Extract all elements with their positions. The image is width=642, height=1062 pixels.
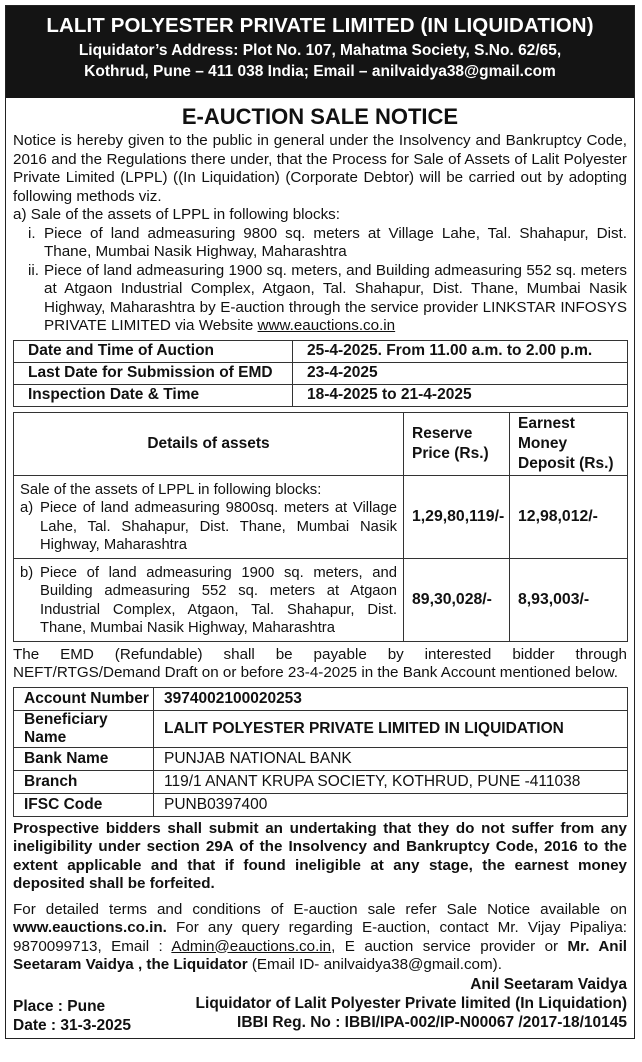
block-marker: ii. [28,261,39,279]
notice-title: E-AUCTION SALE NOTICE [181,104,459,129]
bank-value: 119/1 ANANT KRUPA SOCIETY, KOTHRUD, PUNE -411038 [154,770,628,793]
asset-text: Piece of land admeasuring 9800sq. meters at Village Lahe, Tal. Shahapur, Dist. Thane, Mumbai Nasik Highway, Maharashtra [40,500,397,553]
signatory-name: Anil Seetaram Vaidya [470,975,627,993]
reserve-price: 1,29,80,119/- [404,475,510,558]
emd-header: Earnest Money Deposit (Rs.) [510,412,628,475]
asset-marker: a) [20,500,34,516]
asset-text: Piece of land admeasuring 1900 sq. meters, and Building admeasuring 552 sq. meters at Atgaon Industrial Complex, Atgaon, Tal. Shahapur, Dist. Thane, Mumbai Nasik Highway, Maharashtra [40,564,397,636]
schedule-value: 18-4-2025 to 21-4-2025 [293,384,628,406]
signatory [196,975,627,1032]
notice-header [6,6,634,98]
table-row [14,558,628,641]
reserve-header: Reserve Price (Rs.) [404,412,510,475]
undertaking-paragraph: Prospective bidders shall submit an undertaking that they do not suffer from any ineligibility under section 29A of the Insolvency and Bankruptcy Code, 2016 to the extent applicable and that if found ineligible at any stage, the earnest money deposited shall be forfeited. [13,819,627,892]
bank-details-table [13,687,628,817]
intro-paragraph: Notice is hereby given to the public in general under the Insolvency and Bankruptcy Code, 2016 and the Regulations there under, that the Process for Sale of Assets of Lalit Polyester Private Limited (LPPL) ((In Liquidation) (Corporate Debtor) will be carried out by adopting following methods viz. [13,132,627,205]
place: Place : Pune [13,997,106,1015]
bank-value: PUNJAB NATIONAL BANK [154,747,628,770]
bank-value: LALIT POLYESTER PRIVATE LIMITED IN LIQUIDATION [154,710,628,747]
terms-text: For detailed terms and conditions of E-auction sale refer Sale Notice available on [13,900,627,918]
table-row [14,710,628,747]
terms-paragraph [13,901,627,975]
emd-note: The EMD (Refundable) shall be payable by interested bidder through NEFT/RTGS/Demand Draft on or before 23-4-2025 in the Bank Account mentioned below. [13,645,627,681]
method-a: a) Sale of the assets of LPPL in following blocks: [13,206,340,223]
block-item-2 [13,262,627,336]
block-item-1 [13,225,627,262]
reserve-price: 89,30,028/- [404,558,510,641]
terms-website[interactable]: www.eauctions.co.in. [13,919,167,936]
liquidator-address-line1: Liquidator’s Address: Plot No. 107, Mahatma Society, S.No. 62/65, [78,42,562,59]
schedule-value: 23-4-2025 [293,362,628,384]
table-row [14,770,628,793]
bank-value: 3974002100020253 [154,687,628,710]
email-link[interactable]: Admin@eauctions.co.in [171,937,332,955]
notice-footer [13,975,627,1037]
schedule-value: 25-4-2025. From 11.00 a.m. to 2.00 p.m. [293,340,628,362]
asset-item-b [20,564,397,638]
table-row [14,340,628,362]
terms-text: , E auction service provider or [331,937,568,955]
company-name: LALIT POLYESTER PRIVATE LIMITED (IN LIQUIDATION) [46,14,594,37]
notice-frame [5,5,635,1039]
asset-marker: b) [20,564,34,581]
bank-label: Bank Name [14,747,154,770]
sale-methods [13,206,627,336]
block-marker: i. [28,224,36,242]
bank-label: IFSC Code [14,793,154,816]
emd-amount: 8,93,003/- [510,558,628,641]
bank-value: PUNB0397400 [154,793,628,816]
block-text: Piece of land admeasuring 9800 sq. meters at Village Lahe, Tal. Shahapur, Dist. Thane, Mumbai Nasik Highway, Maharashtra [44,224,627,260]
table-row [14,687,628,710]
liquidator-name-inline: Mr. Anil Seetaram Vaidya , the Liquidator [13,937,628,973]
schedule-label: Inspection Date & Time [14,384,293,406]
table-row [14,793,628,816]
liquidator-address-line2: Kothrud, Pune – 411 038 India; Email – anilvaidya38@gmail.com [84,63,556,80]
terms-text: For any query regarding E-auction, contact Mr. Vijay Pipaliya: 9870099713, Email : [13,919,627,955]
date: Date : 31-3-2025 [13,1016,132,1034]
block-text: Piece of land admeasuring 1900 sq. meters, and Building admeasuring 552 sq. meters at Atgaon Industrial Complex, Atgaon, Tal. Shahapur, Dist. Thane, Mumbai Nasik Highway, Maharashtra by E-auction through the service provider LINKSTAR INFOSYS PRIVATE LIMITED via Website [44,261,627,334]
asset-item-a [20,499,397,555]
assets-intro: Sale of the assets of LPPL in following blocks: [20,481,322,498]
website-link[interactable]: www.eauctions.co.in [257,317,396,334]
signatory-designation: Liquidator of Lalit Polyester Private limited (In Liquidation) [195,994,627,1012]
auction-schedule-table [13,340,628,407]
asset-description [14,475,404,558]
schedule-label: Date and Time of Auction [14,340,293,362]
ibbi-reg: IBBI Reg. No : IBBI/IPA-002/IP-N00067 /2017-18/10145 [237,1013,627,1031]
table-row [14,384,628,406]
schedule-label: Last Date for Submission of EMD [14,362,293,384]
table-row [14,747,628,770]
table-header-row [14,412,628,475]
emd-amount: 12,98,012/- [510,475,628,558]
bank-label: Account Number [14,687,154,710]
table-row [14,475,628,558]
table-row [14,362,628,384]
bank-label: Beneficiary Name [14,710,154,747]
terms-text: (Email ID- anilvaidya38@gmail.com). [247,956,502,973]
asset-description [14,558,404,641]
place-date [13,997,131,1035]
bank-label: Branch [14,770,154,793]
details-header: Details of assets [14,412,404,475]
assets-table [13,412,628,642]
